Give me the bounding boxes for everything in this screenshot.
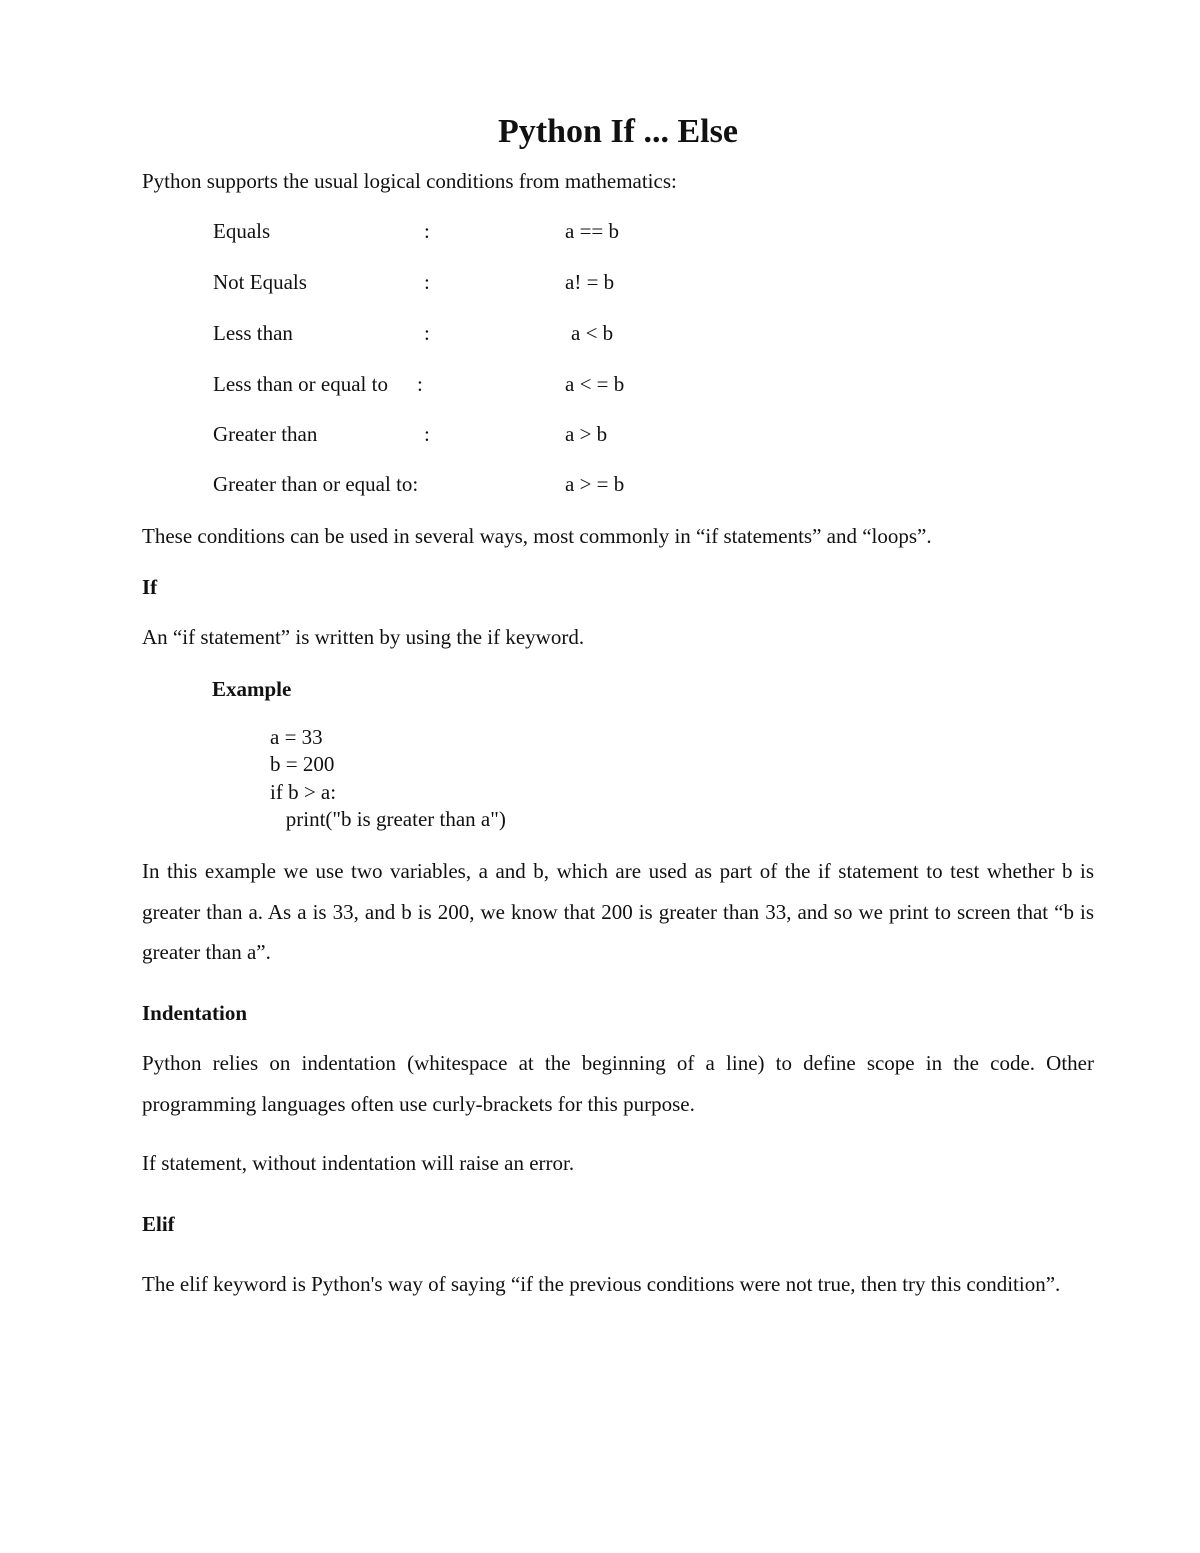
code-line: print("b is greater than a") (270, 807, 506, 831)
code-line: a = 33 (270, 725, 323, 749)
condition-expression: a < b (571, 321, 614, 345)
condition-label: Less than or equal to (213, 372, 388, 396)
condition-expression: a < = b (565, 372, 625, 396)
condition-colon: : (424, 270, 430, 294)
indentation-heading: Indentation (142, 1001, 248, 1025)
if-explanation: In this example we use two variables, a and b, which are used as part of the if statement to test whether b is greater than a. As a is 33, and b is 200, we know that 200 is greater than 33, and so we print to screen that “b is greater than a”. (142, 859, 1094, 964)
if-heading: If (142, 575, 158, 599)
condition-expression: a! = b (565, 270, 615, 294)
condition-expression: a > b (565, 422, 608, 446)
indentation-text: Python relies on indentation (whitespace at the beginning of a line) to define scope in the code. Other programming languages often use curly-brackets for this purpose. (142, 1051, 1094, 1116)
page-title: Python If ... Else (498, 113, 738, 150)
condition-colon: : (424, 219, 430, 243)
condition-colon: : (424, 422, 430, 446)
condition-label: Greater than or equal to: (213, 472, 419, 496)
indentation-note: If statement, without indentation will raise an error. (142, 1151, 575, 1175)
example-label: Example (212, 677, 292, 701)
intro-text: Python supports the usual logical conditions from mathematics: (142, 169, 677, 193)
condition-label: Equals (213, 219, 271, 243)
condition-expression: a > = b (565, 472, 625, 496)
code-line: if b > a: (270, 780, 337, 804)
condition-label: Greater than (213, 422, 318, 446)
condition-label: Less than (213, 321, 293, 345)
condition-colon: : (424, 321, 430, 345)
elif-heading: Elif (142, 1212, 175, 1236)
condition-label: Not Equals (213, 270, 307, 294)
code-line: b = 200 (270, 752, 335, 776)
if-intro-text: An “if statement” is written by using the if keyword. (142, 625, 585, 649)
condition-colon: : (417, 372, 423, 396)
elif-text: The elif keyword is Python's way of saying “if the previous conditions were not true, then try this condition”. (142, 1272, 1061, 1296)
usage-text: These conditions can be used in several ways, most commonly in “if statements” and “loops”. (142, 524, 932, 548)
condition-expression: a == b (565, 219, 620, 243)
